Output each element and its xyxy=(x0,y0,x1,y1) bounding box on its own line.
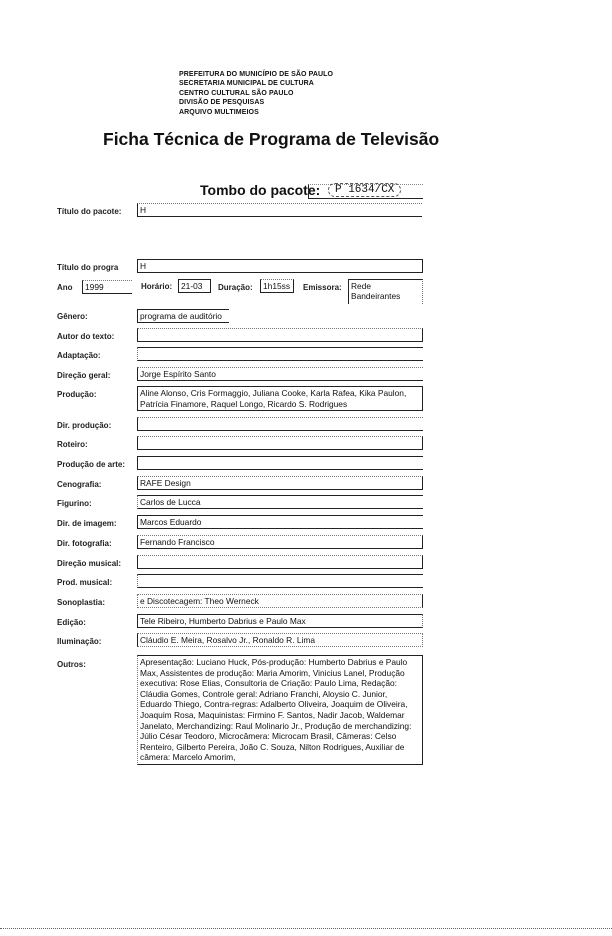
horario-label: Horário: xyxy=(141,282,173,291)
prod-musical-label: Prod. musical: xyxy=(57,578,113,587)
scan-edge-noise xyxy=(0,928,612,931)
figurino-label: Figurino: xyxy=(57,499,92,508)
cenografia-label: Cenografia: xyxy=(57,480,102,489)
page-title: Ficha Técnica de Programa de Televisão xyxy=(103,129,440,149)
ano-field[interactable]: 1999 xyxy=(82,280,132,294)
emissora-field[interactable]: Rede Bandeirantes xyxy=(348,279,423,304)
titulo-programa-field[interactable]: H xyxy=(137,259,423,273)
edicao-label: Edição: xyxy=(57,618,86,627)
titulo-programa-label: Título do progra xyxy=(57,263,119,272)
duracao-field[interactable]: 1h15ss xyxy=(260,279,294,293)
prod-musical-field[interactable] xyxy=(137,574,423,588)
roteiro-label: Roteiro: xyxy=(57,440,88,449)
dir-fotografia-label: Dir. fotografia: xyxy=(57,539,112,548)
institution-header xyxy=(179,70,333,117)
header-line: CENTRO CULTURAL SÃO PAULO xyxy=(179,89,294,97)
sonoplastia-label: Sonoplastia: xyxy=(57,598,106,607)
autor-texto-label: Autor do texto: xyxy=(57,332,115,341)
roteiro-field[interactable] xyxy=(137,436,423,450)
titulo-pacote-label: Título do pacote: xyxy=(57,207,122,216)
cenografia-field[interactable]: RAFE Design xyxy=(137,476,423,490)
genero-label: Gênero: xyxy=(57,312,88,321)
dir-producao-label: Dir. produção: xyxy=(57,421,112,430)
dir-fotografia-field[interactable]: Fernando Francisco xyxy=(137,535,423,549)
tombo-stamp: P 1634/CX xyxy=(328,183,401,197)
titulo-pacote-field[interactable]: H xyxy=(137,203,422,217)
iluminacao-field[interactable]: Cláudio E. Meira, Rosalvo Jr., Ronaldo R. Lima xyxy=(137,633,423,647)
figurino-field[interactable]: Carlos de Lucca xyxy=(137,495,423,509)
adaptacao-field[interactable] xyxy=(137,347,423,361)
horario-field[interactable]: 21-03 xyxy=(178,279,211,293)
iluminacao-label: Iluminação: xyxy=(57,637,102,646)
producao-field[interactable]: Aline Alonso, Cris Formaggio, Juliana Cooke, Karla Rafea, Kika Paulon, Patrícia Finamore, Raquel Longo, Ricardo S. Rodrigues xyxy=(137,386,423,411)
header-line: SECRETARIA MUNICIPAL DE CULTURA xyxy=(179,80,314,88)
edicao-field[interactable]: Tele Ribeiro, Humberto Dabrius e Paulo Max xyxy=(137,614,423,628)
emissora-label: Emissora: xyxy=(303,283,342,292)
producao-arte-label: Produção de arte: xyxy=(57,460,126,469)
outros-field[interactable]: Apresentação: Luciano Huck, Pós-produção: Humberto Dabrius e Paulo Max, Assistentes de produção: Maria Amorim, Vinicius Lanel, Produção executiva: Rose Elias, Consultoria de Criação: Paulo Lima, Redação: Cláudia Gomes, Controle geral: Adriano Franchi, Aloysio C. Junior, Eduardo Thiego, Contra-regras: Adalberto Oliveira, Joaquim de Oliveira, Joaquim Rosa, Maquinistas: Firmino F. Santos, Nadir Jacob, Waldemar Janelato, Merchandizing: Raul Molinario Jr., Produção de merchandizing: Júlio César Teodoro, Microcâmera: Microcam Brasil, Câmeras: Celso Renteiro, Gilberto Pereira, João C. Souza, Nilton Rodrigues, Auxiliar de câmera: Marcelo Amorim, xyxy=(137,655,423,765)
adaptacao-label: Adaptação: xyxy=(57,351,101,360)
direcao-musical-label: Direção musical: xyxy=(57,559,122,568)
sonoplastia-field[interactable]: e Discotecagem: Theo Werneck xyxy=(137,594,423,608)
producao-label: Produção: xyxy=(57,390,97,399)
header-line: PREFEITURA DO MUNICÍPIO DE SÃO PAULO xyxy=(179,71,334,78)
duracao-label: Duração: xyxy=(218,283,253,292)
dir-producao-field[interactable] xyxy=(137,417,423,431)
genero-field[interactable]: programa de auditório xyxy=(137,309,229,323)
dir-imagem-field[interactable]: Marcos Eduardo xyxy=(137,515,423,529)
direcao-geral-field[interactable]: Jorge Espírito Santo xyxy=(137,367,423,381)
tombo-label: Tombo do pacote: xyxy=(200,182,321,198)
producao-arte-field[interactable] xyxy=(137,456,423,470)
direcao-musical-field[interactable] xyxy=(137,555,423,569)
header-line: ARQUIVO MULTIMEIOS xyxy=(179,108,259,116)
dir-imagem-label: Dir. de imagem: xyxy=(57,519,117,528)
autor-texto-field[interactable] xyxy=(137,328,423,342)
header-line: DIVISÃO DE PESQUISAS xyxy=(179,99,265,107)
direcao-geral-label: Direção geral: xyxy=(57,371,111,380)
outros-label: Outros: xyxy=(57,660,86,669)
ano-label: Ano xyxy=(57,283,73,292)
